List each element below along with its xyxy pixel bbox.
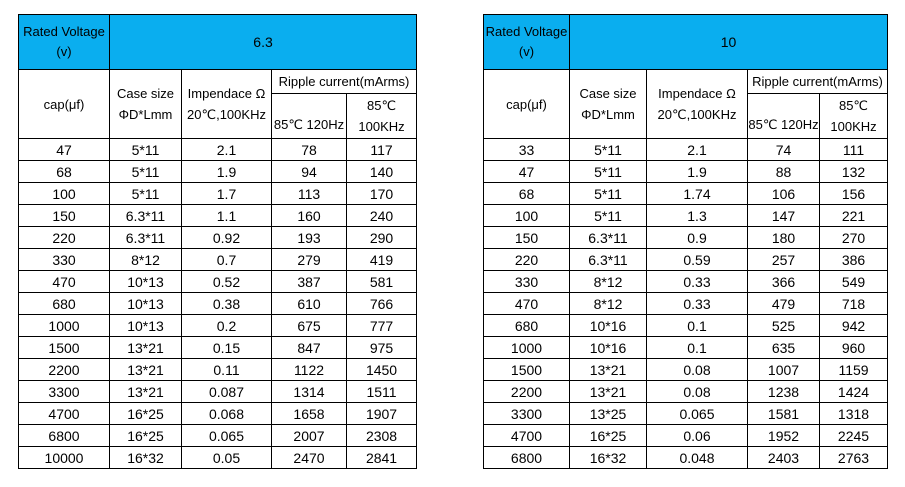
table-row — [484, 271, 888, 293]
cap-cell: 220 — [19, 227, 110, 249]
case-size-cell: 10*13 — [110, 271, 182, 293]
cap-cell: 1500 — [484, 359, 570, 381]
ripple-120hz-cell: 675 — [272, 315, 347, 337]
cap-header: cap(μf) — [484, 70, 570, 139]
impedance-sub: 20℃,100KHz — [657, 107, 737, 122]
ripple-100khz-cell: 132 — [820, 161, 888, 183]
ripple-100khz-cell: 111 — [820, 139, 888, 161]
cap-cell: 6800 — [19, 425, 110, 447]
table-row — [484, 139, 888, 161]
cap-cell: 330 — [19, 249, 110, 271]
table-row — [19, 161, 417, 183]
ripple-100khz-cell: 386 — [820, 249, 888, 271]
ripple-120hz-cell: 279 — [272, 249, 347, 271]
impedance-cell: 1.3 — [647, 205, 748, 227]
ripple-100khz-cell: 140 — [347, 161, 417, 183]
ripple-100khz-temp: 85℃ — [366, 98, 397, 113]
cap-cell: 68 — [19, 161, 110, 183]
ripple-120hz-cell: 257 — [748, 249, 820, 271]
case-size-cell: 6.3*11 — [570, 249, 647, 271]
rated-voltage-text: Rated Voltage — [23, 24, 105, 39]
impedance-cell: 0.33 — [647, 293, 748, 315]
table-row — [484, 381, 888, 403]
impedance-cell: 2.1 — [647, 139, 748, 161]
table-row — [484, 227, 888, 249]
voltage-row — [484, 15, 888, 70]
impedance-cell: 0.065 — [647, 403, 748, 425]
ripple-100khz-cell: 1318 — [820, 403, 888, 425]
ripple-header: Ripple current(mArms) — [272, 70, 417, 94]
impedance-cell: 1.1 — [182, 205, 272, 227]
case-size-cell: 10*16 — [570, 315, 647, 337]
impedance-cell: 0.38 — [182, 293, 272, 315]
table-row — [19, 227, 417, 249]
case-size-cell: 16*25 — [570, 425, 647, 447]
impedance-cell: 0.9 — [647, 227, 748, 249]
ripple-100khz-cell: 1907 — [347, 403, 417, 425]
ripple-100khz-cell: 718 — [820, 293, 888, 315]
table-row — [19, 293, 417, 315]
ripple-100khz-freq: 100KHz — [830, 119, 877, 134]
cap-cell: 3300 — [484, 403, 570, 425]
impedance-cell: 0.59 — [647, 249, 748, 271]
cap-cell: 10000 — [19, 447, 110, 469]
case-size-cell: 5*11 — [570, 183, 647, 205]
table-row — [484, 183, 888, 205]
ripple-120hz-cell: 180 — [748, 227, 820, 249]
impedance-cell: 0.06 — [647, 425, 748, 447]
ripple-header: Ripple current(mArms) — [748, 70, 888, 94]
cap-cell: 1000 — [484, 337, 570, 359]
impedance-cell: 0.15 — [182, 337, 272, 359]
table-row — [484, 161, 888, 183]
ripple-100khz-cell: 419 — [347, 249, 417, 271]
case-size-sub: ΦD*Lmm — [581, 107, 635, 122]
impedance-label: Impendace Ω — [187, 86, 266, 101]
case-size-cell: 13*21 — [110, 337, 182, 359]
ripple-120hz-cell: 525 — [748, 315, 820, 337]
cap-cell: 47 — [484, 161, 570, 183]
ripple-120hz-cell: 479 — [748, 293, 820, 315]
ripple-120hz-header: 85℃ 120Hz — [748, 94, 820, 139]
rated-voltage-label — [19, 15, 110, 70]
cap-cell: 1000 — [19, 315, 110, 337]
case-size-cell: 5*11 — [570, 139, 647, 161]
impedance-cell: 0.33 — [647, 271, 748, 293]
table-row — [19, 381, 417, 403]
spec-table-10v — [483, 14, 888, 469]
ripple-100khz-cell: 221 — [820, 205, 888, 227]
impedance-label: Impendace Ω — [658, 86, 736, 101]
table-row — [484, 359, 888, 381]
case-size-cell: 13*21 — [570, 359, 647, 381]
case-size-cell: 13*21 — [570, 381, 647, 403]
impedance-cell: 0.068 — [182, 403, 272, 425]
table-row — [484, 315, 888, 337]
case-size-header — [570, 70, 647, 139]
ripple-100khz-cell: 777 — [347, 315, 417, 337]
ripple-100khz-header — [347, 94, 417, 139]
ripple-100khz-cell: 270 — [820, 227, 888, 249]
cap-cell: 470 — [484, 293, 570, 315]
ripple-120hz-cell: 160 — [272, 205, 347, 227]
voltage-row — [19, 15, 417, 70]
ripple-120hz-cell: 94 — [272, 161, 347, 183]
ripple-100khz-header — [820, 94, 888, 139]
ripple-100khz-cell: 170 — [347, 183, 417, 205]
ripple-120hz-cell: 106 — [748, 183, 820, 205]
cap-cell: 33 — [484, 139, 570, 161]
case-size-cell: 6.3*11 — [110, 227, 182, 249]
ripple-100khz-cell: 2308 — [347, 425, 417, 447]
ripple-100khz-cell: 1159 — [820, 359, 888, 381]
cap-cell: 68 — [484, 183, 570, 205]
ripple-120hz-cell: 78 — [272, 139, 347, 161]
impedance-cell: 0.92 — [182, 227, 272, 249]
case-size-cell: 5*11 — [110, 161, 182, 183]
ripple-100khz-cell: 1450 — [347, 359, 417, 381]
ripple-120hz-cell: 88 — [748, 161, 820, 183]
ripple-100khz-cell: 2841 — [347, 447, 417, 469]
table-row — [19, 447, 417, 469]
case-size-cell: 16*25 — [110, 425, 182, 447]
cap-cell: 47 — [19, 139, 110, 161]
ripple-120hz-cell: 1314 — [272, 381, 347, 403]
table-row — [484, 403, 888, 425]
case-size-cell: 5*11 — [570, 161, 647, 183]
impedance-cell: 0.1 — [647, 337, 748, 359]
impedance-sub: 20℃,100KHz — [187, 107, 266, 122]
ripple-100khz-cell: 549 — [820, 271, 888, 293]
ripple-120hz-cell: 74 — [748, 139, 820, 161]
cap-cell: 2200 — [484, 381, 570, 403]
impedance-cell: 0.08 — [647, 381, 748, 403]
table-row — [19, 271, 417, 293]
case-size-cell: 8*12 — [570, 293, 647, 315]
table-row — [484, 337, 888, 359]
impedance-cell: 0.087 — [182, 381, 272, 403]
case-size-header — [110, 70, 182, 139]
cap-cell: 150 — [19, 205, 110, 227]
table-row — [19, 315, 417, 337]
impedance-header — [182, 70, 272, 139]
table-row — [484, 425, 888, 447]
impedance-cell: 1.9 — [182, 161, 272, 183]
table-row — [484, 293, 888, 315]
table-body — [484, 15, 888, 469]
impedance-cell: 0.11 — [182, 359, 272, 381]
ripple-120hz-cell: 1007 — [748, 359, 820, 381]
ripple-120hz-cell: 2470 — [272, 447, 347, 469]
header-row-1 — [484, 70, 888, 94]
ripple-100khz-cell: 156 — [820, 183, 888, 205]
ripple-120hz-cell: 1581 — [748, 403, 820, 425]
table-row — [19, 359, 417, 381]
case-size-cell: 16*25 — [110, 403, 182, 425]
case-size-cell: 8*12 — [570, 271, 647, 293]
ripple-100khz-temp: 85℃ — [838, 98, 869, 113]
ripple-100khz-cell: 290 — [347, 227, 417, 249]
case-size-cell: 8*12 — [110, 249, 182, 271]
cap-cell: 100 — [484, 205, 570, 227]
ripple-100khz-cell: 117 — [347, 139, 417, 161]
voltage-value: 6.3 — [110, 15, 417, 70]
impedance-cell: 0.048 — [647, 447, 748, 469]
table-row — [484, 249, 888, 271]
table-row — [19, 403, 417, 425]
ripple-120hz-cell: 147 — [748, 205, 820, 227]
cap-cell: 470 — [19, 271, 110, 293]
cap-header: cap(μf) — [19, 70, 110, 139]
impedance-cell: 2.1 — [182, 139, 272, 161]
case-size-cell: 13*21 — [110, 359, 182, 381]
ripple-100khz-freq: 100KHz — [358, 119, 405, 134]
ripple-100khz-cell: 2763 — [820, 447, 888, 469]
spec-table-6v3 — [18, 14, 417, 469]
impedance-cell: 1.7 — [182, 183, 272, 205]
ripple-120hz-cell: 1238 — [748, 381, 820, 403]
case-size-cell: 16*32 — [570, 447, 647, 469]
table-row — [19, 183, 417, 205]
cap-cell: 100 — [19, 183, 110, 205]
ripple-120hz-header: 85℃ 120Hz — [272, 94, 347, 139]
ripple-120hz-cell: 113 — [272, 183, 347, 205]
case-size-sub: ΦD*Lmm — [118, 107, 173, 122]
rated-voltage-label — [484, 15, 570, 70]
ripple-120hz-cell: 1122 — [272, 359, 347, 381]
case-size-cell: 10*13 — [110, 315, 182, 337]
rated-voltage-unit: (v) — [56, 44, 72, 59]
case-size-cell: 5*11 — [570, 205, 647, 227]
case-size-cell: 10*13 — [110, 293, 182, 315]
ripple-100khz-cell: 240 — [347, 205, 417, 227]
ripple-120hz-cell: 847 — [272, 337, 347, 359]
impedance-cell: 1.9 — [647, 161, 748, 183]
impedance-cell: 0.065 — [182, 425, 272, 447]
ripple-120hz-cell: 387 — [272, 271, 347, 293]
cap-cell: 2200 — [19, 359, 110, 381]
cap-cell: 150 — [484, 227, 570, 249]
cap-cell: 680 — [19, 293, 110, 315]
case-size-cell: 6.3*11 — [110, 205, 182, 227]
case-size-cell: 5*11 — [110, 139, 182, 161]
impedance-cell: 0.08 — [647, 359, 748, 381]
table-row — [19, 249, 417, 271]
ripple-100khz-cell: 975 — [347, 337, 417, 359]
case-size-cell: 16*32 — [110, 447, 182, 469]
header-row-1 — [19, 70, 417, 94]
ripple-100khz-cell: 2245 — [820, 425, 888, 447]
cap-cell: 4700 — [19, 403, 110, 425]
ripple-120hz-cell: 1952 — [748, 425, 820, 447]
ripple-100khz-cell: 1511 — [347, 381, 417, 403]
ripple-120hz-cell: 610 — [272, 293, 347, 315]
case-size-cell: 13*25 — [570, 403, 647, 425]
table-row — [484, 205, 888, 227]
rated-voltage-unit: (v) — [518, 44, 535, 59]
case-size-label: Case size — [116, 86, 175, 101]
impedance-cell: 0.1 — [647, 315, 748, 337]
impedance-cell: 1.74 — [647, 183, 748, 205]
rated-voltage-text: Rated Voltage — [485, 24, 568, 39]
table-body — [19, 15, 417, 469]
table-row — [19, 425, 417, 447]
cap-cell: 3300 — [19, 381, 110, 403]
impedance-cell: 0.7 — [182, 249, 272, 271]
ripple-120hz-cell: 2403 — [748, 447, 820, 469]
table-row — [19, 337, 417, 359]
cap-cell: 1500 — [19, 337, 110, 359]
cap-cell: 330 — [484, 271, 570, 293]
impedance-cell: 0.2 — [182, 315, 272, 337]
cap-cell: 6800 — [484, 447, 570, 469]
case-size-cell: 13*21 — [110, 381, 182, 403]
impedance-cell: 0.05 — [182, 447, 272, 469]
case-size-cell: 5*11 — [110, 183, 182, 205]
table-row — [19, 139, 417, 161]
ripple-100khz-cell: 581 — [347, 271, 417, 293]
case-size-label: Case size — [579, 86, 637, 101]
table-row — [484, 447, 888, 469]
case-size-cell: 6.3*11 — [570, 227, 647, 249]
impedance-header — [647, 70, 748, 139]
ripple-100khz-cell: 1424 — [820, 381, 888, 403]
ripple-100khz-cell: 766 — [347, 293, 417, 315]
ripple-120hz-cell: 366 — [748, 271, 820, 293]
ripple-100khz-cell: 960 — [820, 337, 888, 359]
voltage-value: 10 — [570, 15, 888, 70]
table-row — [19, 205, 417, 227]
ripple-120hz-cell: 193 — [272, 227, 347, 249]
ripple-120hz-cell: 1658 — [272, 403, 347, 425]
ripple-100khz-cell: 942 — [820, 315, 888, 337]
ripple-120hz-cell: 635 — [748, 337, 820, 359]
cap-cell: 220 — [484, 249, 570, 271]
ripple-120hz-cell: 2007 — [272, 425, 347, 447]
cap-cell: 680 — [484, 315, 570, 337]
impedance-cell: 0.52 — [182, 271, 272, 293]
cap-cell: 4700 — [484, 425, 570, 447]
case-size-cell: 10*16 — [570, 337, 647, 359]
